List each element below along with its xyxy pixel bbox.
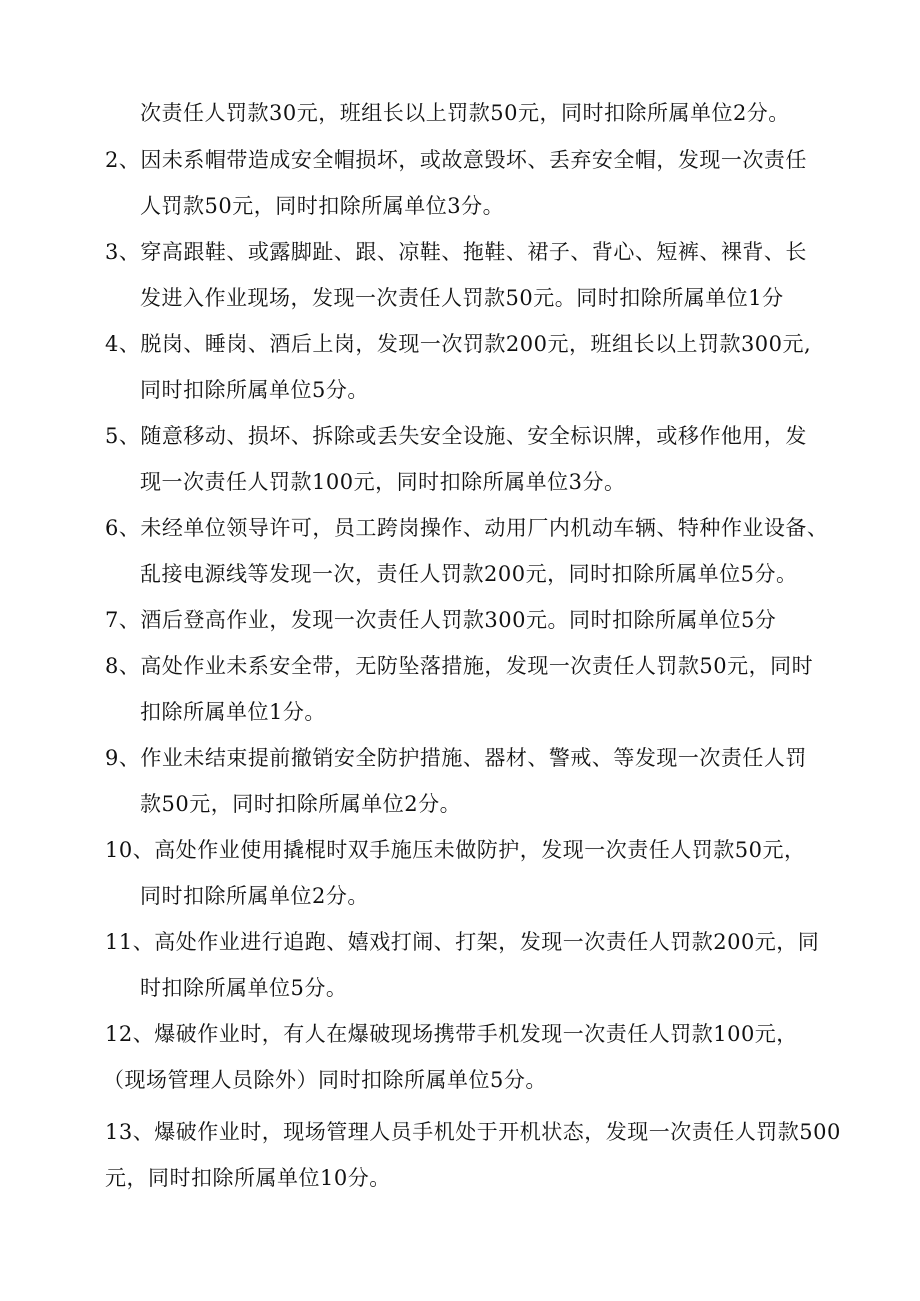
rule-item-13: 13、爆破作业时，现场管理人员手机处于开机状态，发现一次责任人罚款500	[105, 1120, 841, 1144]
text-line: 元，同时扣除所属单位10分。	[105, 1166, 391, 1190]
text-line: 乱接电源线等发现一次，责任人罚款200元，同时扣除所属单位5分。	[140, 562, 798, 586]
text-line: 次责任人罚款30元，班组长以上罚款50元，同时扣除所属单位2分。	[140, 101, 790, 125]
text-line: 扣除所属单位1分。	[140, 700, 326, 724]
rule-item-11: 11、高处作业进行追跑、嬉戏打闹、打架，发现一次责任人罚款200元，同	[105, 930, 820, 954]
rule-item-12: 12、爆破作业时，有人在爆破现场携带手机发现一次责任人罚款100元，	[105, 1022, 798, 1046]
text-line: 时扣除所属单位5分。	[140, 976, 348, 1000]
rule-item-7: 7、酒后登高作业，发现一次责任人罚款300元。同时扣除所属单位5分	[105, 608, 777, 632]
rule-item-10: 10、高处作业使用撬棍时双手施压未做防护，发现一次责任人罚款50元，	[105, 838, 806, 862]
text-line: 同时扣除所属单位2分。	[140, 884, 369, 908]
text-line: 现一次责任人罚款100元，同时扣除所属单位3分。	[140, 470, 626, 494]
text-line: （现场管理人员除外）同时扣除所属单位5分。	[103, 1068, 547, 1092]
rule-item-6: 6、未经单位领导许可，员工跨岗操作、动用厂内机动车辆、特种作业设备、	[105, 516, 829, 540]
text-line: 款50元，同时扣除所属单位2分。	[140, 792, 462, 816]
rule-item-9: 9、作业未结束提前撤销安全防护措施、器材、警戒、等发现一次责任人罚	[105, 746, 807, 770]
text-line: 人罚款50元，同时扣除所属单位3分。	[140, 194, 505, 218]
text-line: 同时扣除所属单位5分。	[140, 378, 369, 402]
text-line: 发进入作业现场，发现一次责任人罚款50元。同时扣除所属单位1分	[140, 286, 784, 310]
rule-item-4: 4、脱岗、睡岗、酒后上岗，发现一次罚款200元，班组长以上罚款300元,	[105, 332, 812, 356]
rule-item-8: 8、高处作业未系安全带，无防坠落措施，发现一次责任人罚款50元，同时	[105, 654, 814, 678]
rule-item-3: 3、穿高跟鞋、或露脚趾、跟、凉鞋、拖鞋、裙子、背心、短裤、裸背、长	[105, 240, 807, 264]
rule-item-5: 5、随意移动、损坏、拆除或丢失安全设施、安全标识牌，或移作他用，发	[105, 424, 807, 448]
rule-item-2: 2、因未系帽带造成安全帽损坏，或故意毁坏、丢弃安全帽，发现一次责任	[105, 148, 807, 172]
